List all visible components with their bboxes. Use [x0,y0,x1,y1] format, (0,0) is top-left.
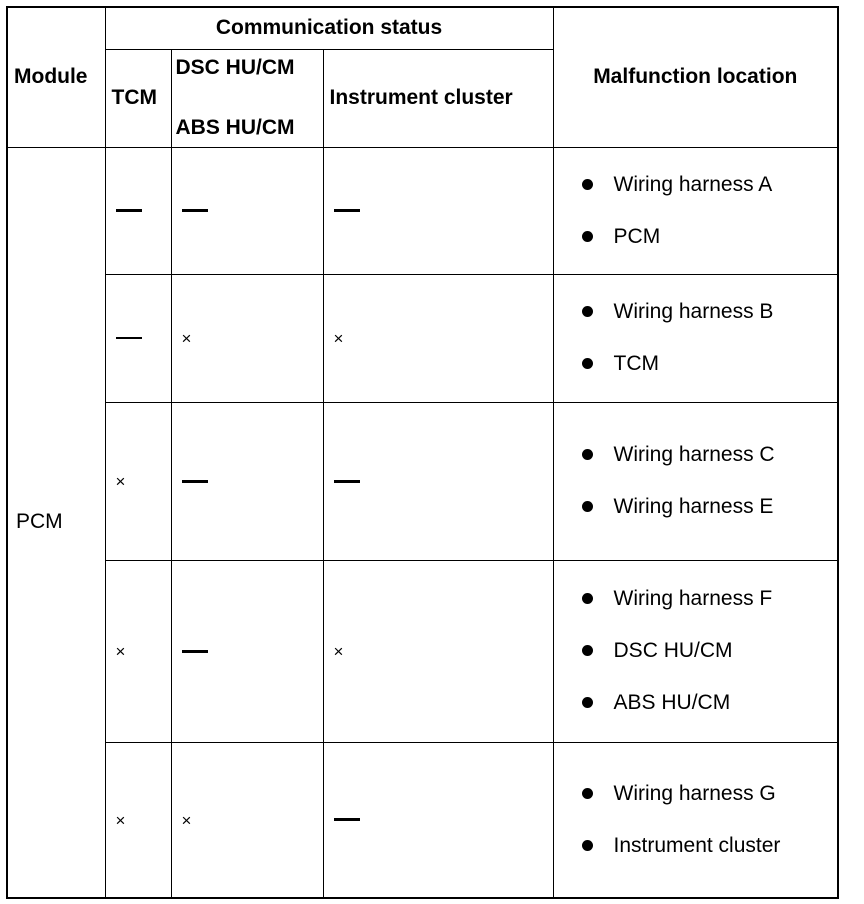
status-error-cross: × [115,471,126,491]
malfunction-location-item [582,831,828,861]
malfunction-location-text: ABS HU/CM [613,691,731,714]
bullet-icon [582,593,593,604]
table-row [7,147,838,274]
location-list [554,584,838,718]
bullet-icon [582,449,593,460]
status-tcm [105,274,171,402]
status-normal-dash [182,480,208,483]
status-instrument-cluster [323,274,553,402]
malfunction-location-text: Wiring harness C [613,443,775,466]
status-tcm [105,742,171,898]
status-normal-dash [334,818,360,821]
malfunction-location-cell [553,147,838,274]
diagnosis-table [6,6,839,899]
status-normal-dash [182,209,208,212]
bullet-icon [582,306,593,317]
malfunction-location-cell [553,742,838,898]
bullet-icon [582,645,593,656]
instrument-cluster-header: Instrument cluster [323,49,553,147]
bullet-icon [582,179,593,190]
location-list [554,779,838,861]
status-normal-dash [116,209,142,212]
status-tcm [105,147,171,274]
malfunction-location-header: Malfunction location [553,7,838,147]
bullet-icon [582,358,593,369]
bullet-icon [582,697,593,708]
module-cell-pcm: PCM [7,147,105,898]
status-error-cross: × [115,641,126,661]
malfunction-location-item [582,492,828,522]
malfunction-location-text: Instrument cluster [613,833,781,857]
status-dsc-abs [171,274,323,402]
communication-status-header: Communication status [105,7,553,49]
status-normal-dash [334,209,360,212]
bullet-icon [582,788,593,799]
status-tcm [105,402,171,560]
status-normal-dash [182,650,208,653]
malfunction-location-text: Wiring harness B [613,300,774,323]
malfunction-location-item [582,170,828,200]
dsc-header-label: DSC HU/CM [175,56,295,79]
location-list [554,170,838,252]
status-dsc-abs [171,560,323,742]
location-list [554,297,838,379]
bullet-icon [582,840,593,851]
malfunction-location-text: Wiring harness E [613,495,774,518]
status-error-cross: × [333,641,344,661]
status-error-cross: × [181,810,192,830]
status-error-cross: × [115,810,126,830]
malfunction-location-text: Wiring harness G [613,781,776,805]
tcm-header: TCM [105,49,171,147]
malfunction-location-text: Wiring harness A [613,172,773,196]
status-instrument-cluster [323,147,553,274]
malfunction-location-item [582,222,828,252]
malfunction-location-text: TCM [613,352,660,375]
module-header: Module [7,7,105,147]
status-instrument-cluster [323,742,553,898]
status-dsc-abs [171,402,323,560]
status-error-cross: × [181,328,192,348]
malfunction-location-text: PCM [613,224,661,248]
malfunction-location-item [582,636,828,666]
status-tcm [105,560,171,742]
location-list [554,440,838,522]
malfunction-location-cell [553,560,838,742]
malfunction-location-cell [553,402,838,560]
table-row [7,560,838,742]
status-normal-dash [334,480,360,483]
malfunction-location-item [582,584,828,614]
malfunction-location-item [582,688,828,718]
status-dsc-abs [171,147,323,274]
table-row [7,402,838,560]
malfunction-location-text: DSC HU/CM [613,639,733,662]
bullet-icon [582,231,593,242]
dsc-abs-header [171,49,323,147]
table-row [7,742,838,898]
malfunction-location-text: Wiring harness F [613,587,773,610]
abs-header-label: ABS HU/CM [175,115,295,139]
malfunction-location-cell [553,274,838,402]
status-dsc-abs [171,742,323,898]
status-normal-dash [116,337,142,339]
bullet-icon [582,501,593,512]
malfunction-location-item [582,440,828,470]
status-instrument-cluster [323,560,553,742]
malfunction-location-item [582,779,828,809]
table-row [7,274,838,402]
malfunction-location-item [582,297,828,327]
status-error-cross: × [333,328,344,348]
status-instrument-cluster [323,402,553,560]
malfunction-location-item [582,349,828,379]
